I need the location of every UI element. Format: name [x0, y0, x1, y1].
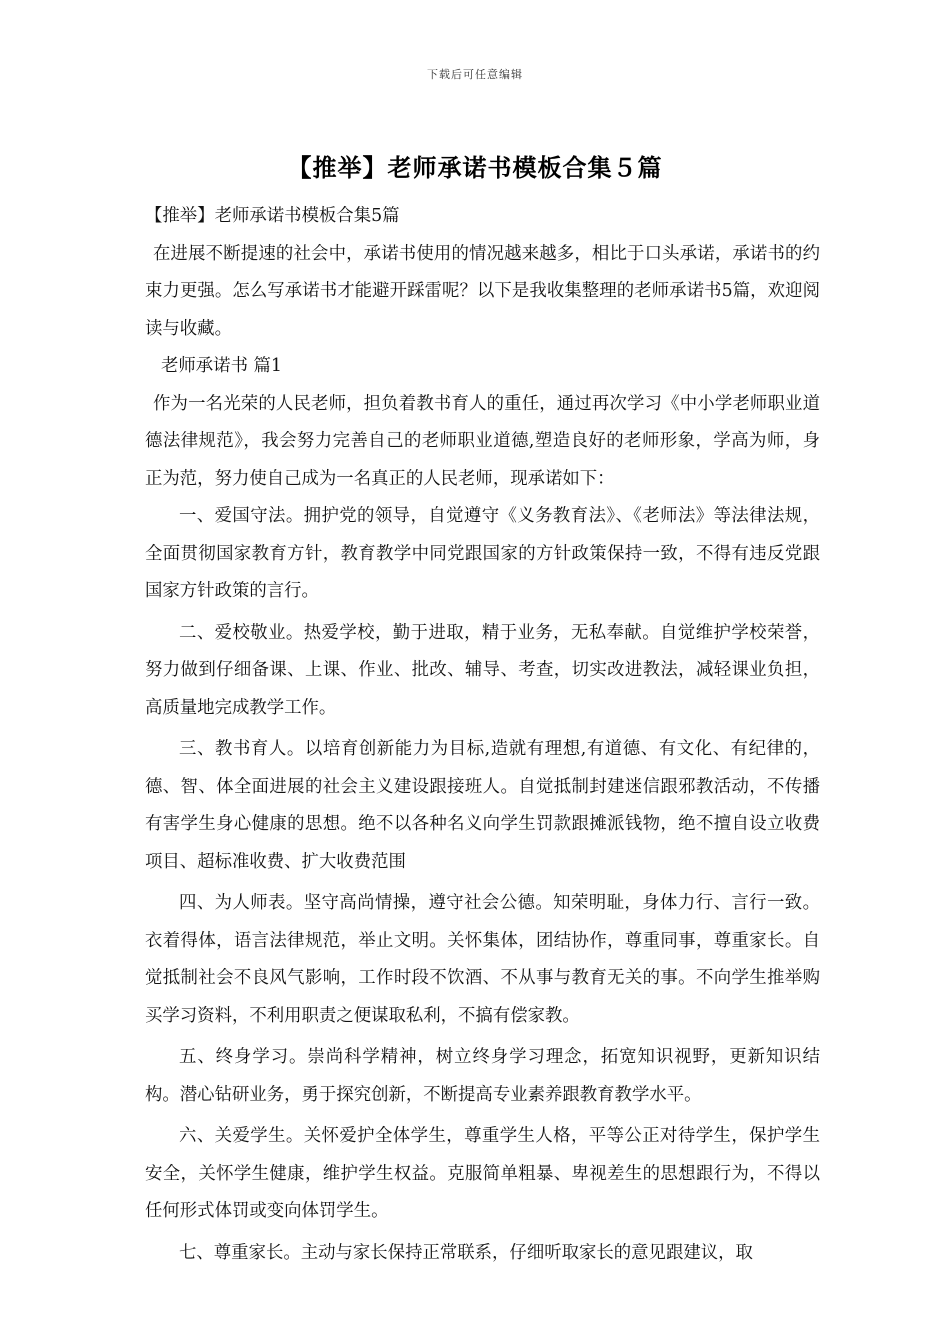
pledge-item-1: 一、爱国守法。拥护党的领导，自觉遵守《义务教育法》、《老师法》等法律法规，全面贯彻国家教育方针，教育教学中同党跟国家的方针政策保持一致，不得有违反党跟国家方针政策的言行。 [145, 506, 820, 601]
pledge-item-5: 五、终身学习。崇尚科学精神，树立终身学习理念，拓宽知识视野，更新知识结构。潜心钻研业务，勇于探究创新，不断提高专业素养跟教育教学水平。 [145, 1047, 820, 1105]
pledge-item-3: 三、教书育人。以培育创新能力为目标,造就有理想,有道德、有文化、有纪律的，德、智、体全面进展的社会主义建设跟接班人。自觉抵制封建迷信跟邪教活动，不传播有害学生身心健康的思想。绝不以各种名义向学生罚款跟摊派钱物，绝不擅自设立收费项目、超标准收费、扩大收费范围 [145, 739, 820, 872]
document-title: 【推举】老师承诺书模板合集５篇 [287, 154, 663, 182]
section-heading: 老师承诺书 篇1 [161, 356, 282, 376]
pledge-item-4: 四、为人师表。坚守高尚情操，遵守社会公德。知荣明耻，身体力行、言行一致。衣着得体，语言法律规范，举止文明。关怀集体，团结协作，尊重同事，尊重家长。自觉抵制社会不良风气影响，工作时段不饮酒、不从事与教育无关的事。不向学生推举购买学习资料，不利用职责之便谋取私利，不搞有偿家教。 [145, 893, 820, 1026]
pledge-item-2: 二、爱校敬业。热爱学校，勤于进取，精于业务，无私奉献。自觉维护学校荣誉，努力做到仔细备课、上课、作业、批改、辅导、考查，切实改进教法，减轻课业负担，高质量地完成教学工作。 [145, 622, 820, 718]
page-header-note: 下载后可任意编辑 [427, 68, 523, 81]
opening-paragraph: 作为一名光荣的人民老师，担负着教书育人的重任，通过再次学习《中小学老师职业道德法律规范》，我会努力完善自己的老师职业道德,塑造良好的老师形象，学高为师，身正为范，努力使自己成为一名真正的人民老师，现承诺如下： [145, 393, 820, 489]
pledge-item-6: 六、关爱学生。关怀爱护全体学生，尊重学生人格，平等公正对待学生，保护学生安全，关怀学生健康，维护学生权益。克服简单粗暴、卑视差生的思想跟行为，不得以任何形式体罚或变向体罚学生。 [145, 1126, 820, 1221]
document-body [145, 198, 820, 1272]
subtitle-line: 【推举】老师承诺书模板合集5篇 [145, 206, 400, 226]
pledge-item-7: 七、尊重家长。主动与家长保持正常联系，仔细听取家长的意见跟建议，取 [179, 1242, 753, 1263]
intro-paragraph: 在进展不断提速的社会中，承诺书使用的情况越来越多，相比于口头承诺，承诺书的约束力更强。怎么写承诺书才能避开踩雷呢？以下是我收集整理的老师承诺书5篇，欢迎阅读与收藏。 [145, 243, 820, 339]
